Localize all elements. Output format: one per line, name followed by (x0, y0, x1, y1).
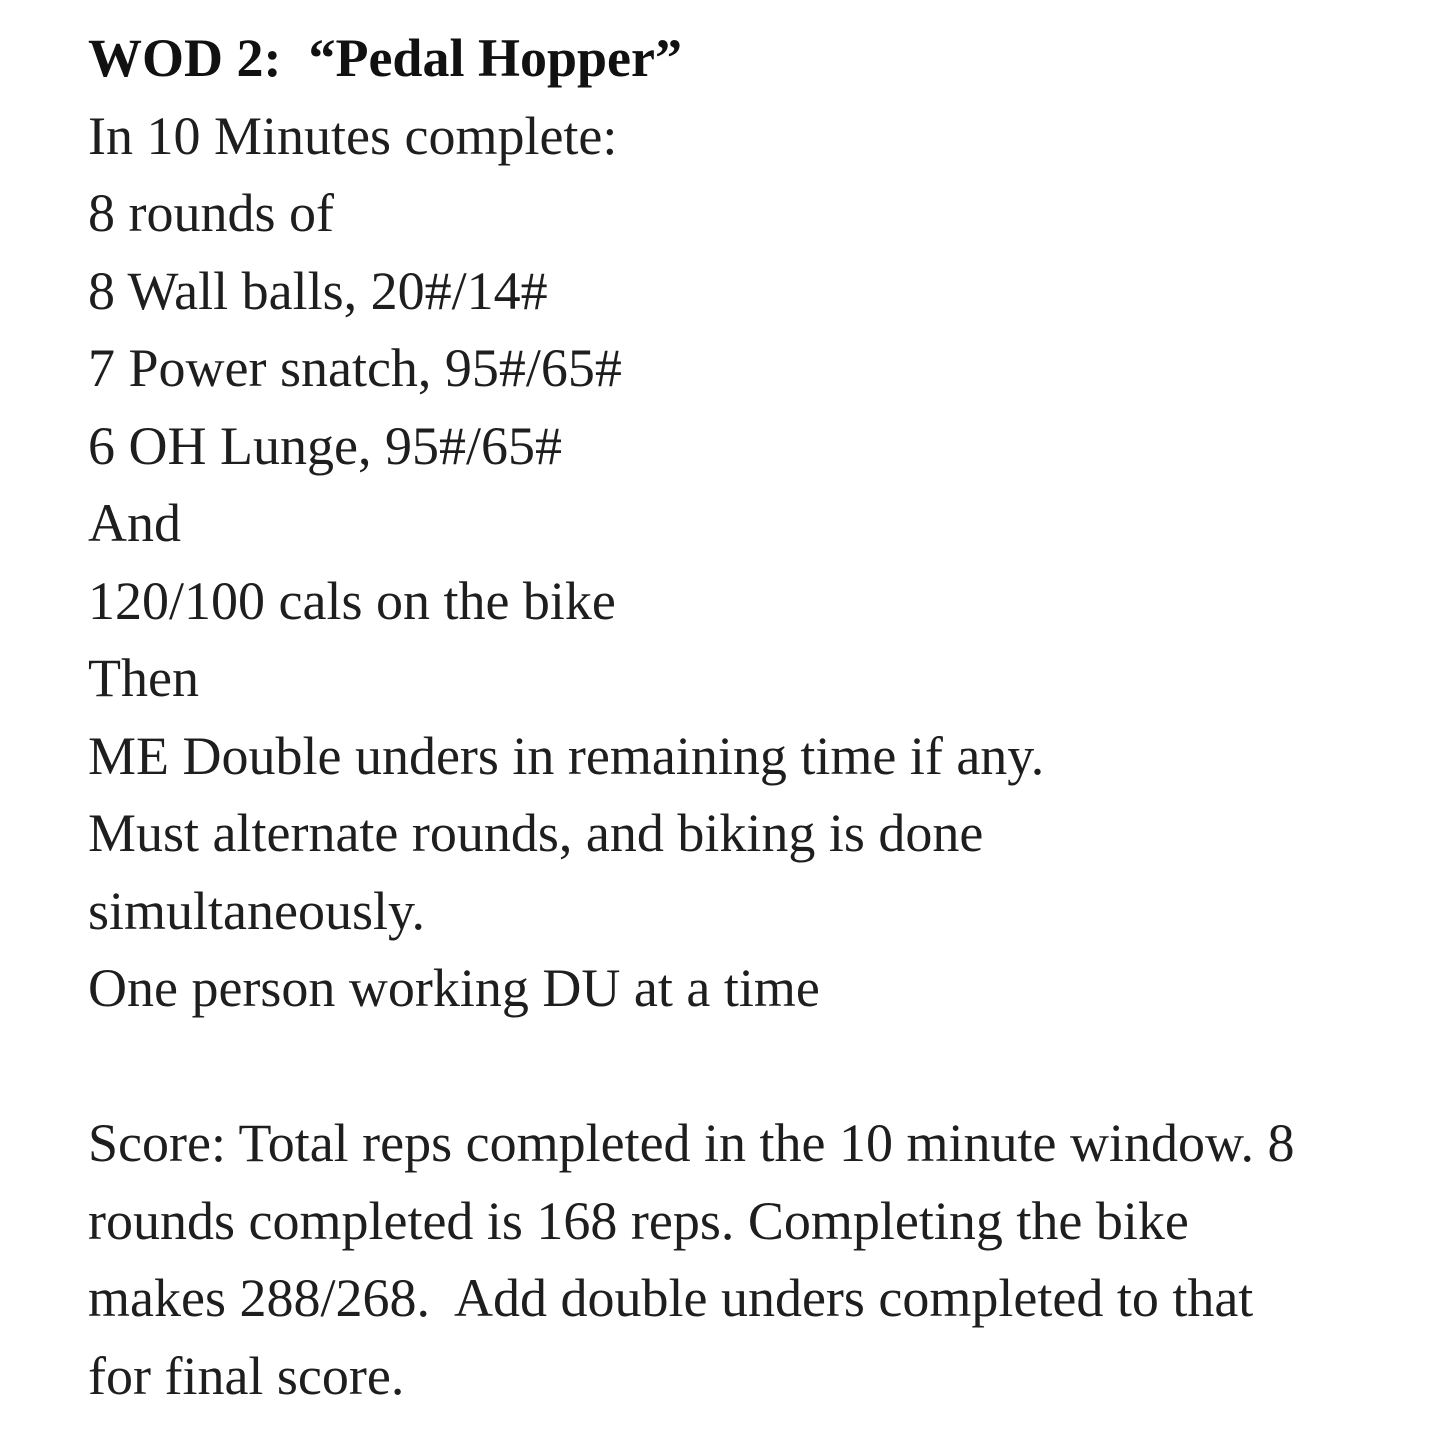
workout-document (88, 20, 1388, 1415)
simultaneously-line: simultaneously. (88, 880, 425, 941)
score-line: makes 288/268. Add double unders completed to that (88, 1268, 1254, 1328)
double-unders-line: ME Double unders in remaining time if any. (88, 725, 1045, 786)
workout-title: WOD 2: “Pedal Hopper” (88, 28, 682, 88)
one-person-du-line: One person working DU at a time (88, 958, 820, 1018)
bike-cals-line: 120/100 cals on the bike (88, 570, 616, 631)
score-paragraph (88, 1105, 1388, 1415)
oh-lunge-line: 6 OH Lunge, 95#/65# (88, 415, 562, 476)
time-cap-line: In 10 Minutes complete: (88, 105, 618, 166)
rounds-line: 8 rounds of (88, 183, 334, 243)
wall-balls-line: 8 Wall balls, 20#/14# (88, 260, 548, 321)
score-line: rounds completed is 168 reps. Completing the bike (88, 1190, 1189, 1251)
score-line: for final score. (88, 1345, 405, 1406)
power-snatch-line: 7 Power snatch, 95#/65# (88, 338, 622, 398)
alternate-rounds-line: Must alternate rounds, and biking is done (88, 803, 984, 863)
score-line: Score: Total reps completed in the 10 minute window. 8 (88, 1113, 1295, 1173)
paragraph-gap (88, 1028, 1388, 1106)
then-line: Then (88, 648, 199, 708)
and-line: And (88, 493, 181, 553)
